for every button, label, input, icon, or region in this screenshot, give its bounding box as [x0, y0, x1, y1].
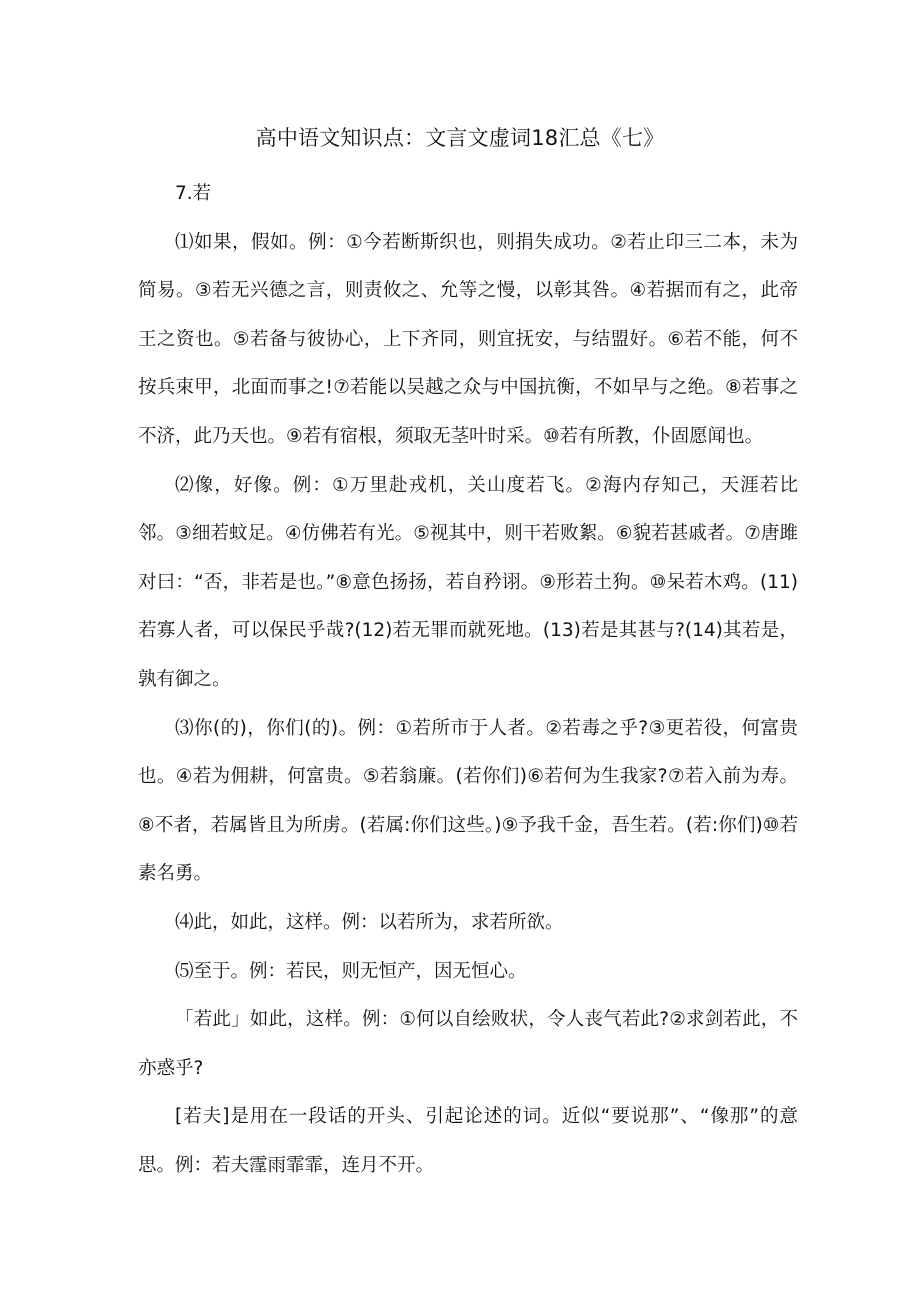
paragraph-meaning-2: ⑵像，好像。例：①万里赴戎机，关山度若飞。②海内存知己，天涯若比邻。③细若蚊足。④仿佛若有光。⑤视其中，则干若败絮。⑥貌若甚戚者。⑦唐雎对曰：“否，非若是也。”⑧意色扬扬，若自矜诩。⑨形若土狗。⑩呆若木鸡。(11)若寡人者，可以保民乎哉?(12)若无罪而就死地。(13)若是其甚与?(14)其若是，孰有御之。	[138, 474, 798, 690]
entry-heading: 7.若	[175, 183, 212, 204]
document-title: 高中语文知识点：文言文虚词18汇总《七》	[255, 126, 665, 150]
paragraph-meaning-5: ⑸至于。例：若民，则无恒产，因无恒心。	[175, 960, 527, 982]
paragraph-meaning-4: ⑷此，如此，这样。例：以若所为，求若所欲。	[175, 911, 564, 933]
paragraph-ruofu: [若夫]是用在一段话的开头、引起论述的词。近似“要说那”、“像那”的意思。例：若夫霪雨霏霏，连月不开。	[138, 1106, 798, 1176]
paragraph-meaning-3: ⑶你(的)，你们(的)。例：①若所市于人者。②若毒之乎?③更若役，何富贵也。④若为佣耕，何富贵。⑤若翁廉。(若你们)⑥若何为生我家?⑦若入前为寿。⑧不者，若属皆且为所虏。(若属:你们这些。)⑨予我千金，吾生若。(若:你们)⑩若素名勇。	[138, 717, 798, 885]
paragraph-ruoci: 「若此」如此，这样。例：①何以自绘败状，令人丧气若此?②求剑若此，不亦惑乎?	[138, 1009, 798, 1079]
paragraph-meaning-1: ⑴如果，假如。例：①今若断斯织也，则捐失成功。②若止印三二本，未为简易。③若无兴德之言，则责攸之、允等之慢，以彰其咎。④若据而有之，此帝王之资也。⑤若备与彼协心，上下齐同，则宜抚安，与结盟好。⑥若不能，何不按兵束甲，北面而事之!⑦若能以吴越之众与中国抗衡，不如早与之绝。⑧若事之不济，此乃天也。⑨若有宿根，须取无茎叶时采。⑩若有所教，仆固愿闻也。	[138, 231, 798, 447]
document-body	[138, 170, 798, 1190]
